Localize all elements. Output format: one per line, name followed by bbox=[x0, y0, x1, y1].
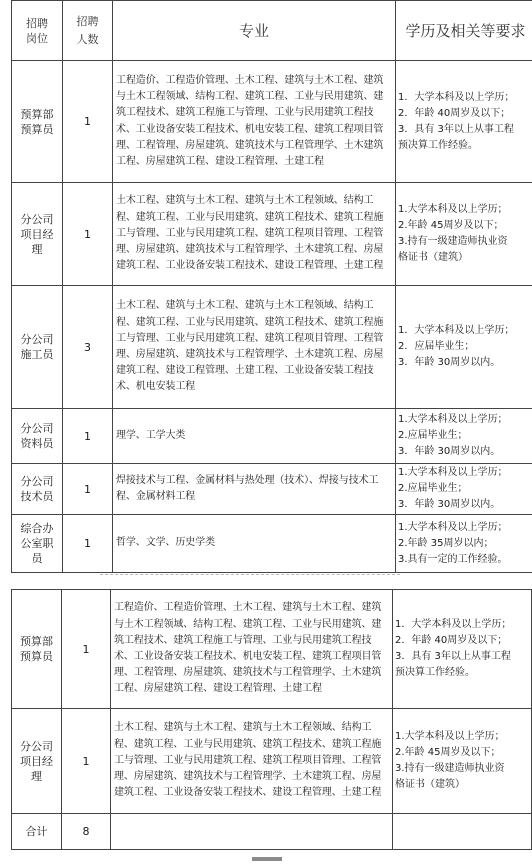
cell-requirements bbox=[396, 61, 532, 183]
requirement-line: 3.持有一级建造师执业资 bbox=[398, 236, 508, 247]
post-line: 预算部 bbox=[20, 107, 54, 121]
table-row bbox=[12, 286, 532, 409]
cell-post bbox=[12, 590, 62, 709]
cell-requirements bbox=[393, 709, 532, 814]
cell-major: 哲学、文学、历史学类 bbox=[113, 515, 396, 573]
cell-post bbox=[12, 409, 63, 464]
header-post-line1: 招聘 bbox=[26, 16, 48, 30]
post-line: 员 bbox=[31, 552, 43, 565]
total-req-empty bbox=[393, 814, 532, 850]
requirement-line: 1．大学本科及以上学历； bbox=[398, 91, 515, 103]
post-line: 项目经 bbox=[20, 227, 54, 241]
header-count-line2: 人数 bbox=[76, 32, 99, 46]
header-major: 专业 bbox=[113, 1, 396, 61]
post-line: 预算员 bbox=[20, 650, 53, 663]
post-line: 理 bbox=[31, 769, 42, 783]
requirement-line: 1.大学本科及以上学历； bbox=[398, 414, 508, 425]
cell-requirements bbox=[393, 590, 532, 709]
post-line: 分公司 bbox=[20, 475, 54, 488]
post-line: 预算员 bbox=[20, 122, 54, 136]
table-row bbox=[12, 590, 532, 709]
post-line: 分公司 bbox=[20, 739, 53, 753]
requirement-line: 3．具有 3年以上从事工程 bbox=[398, 123, 514, 135]
requirement-line: 1.大学本科及以上学历； bbox=[398, 467, 508, 478]
cell-count: 1 bbox=[63, 183, 113, 286]
post-line: 公室职 bbox=[20, 537, 54, 550]
total-label: 合计 bbox=[12, 814, 62, 850]
cell-major: 焊接技术与工程、金属材料与热处理（技术）、焊接与技术工程、金属材料工程 bbox=[113, 464, 396, 515]
table-row bbox=[12, 709, 532, 814]
requirement-line: 1．大学本科及以上学历； bbox=[398, 325, 515, 336]
table-row bbox=[12, 464, 532, 515]
cell-count: 1 bbox=[63, 515, 113, 573]
cell-requirements bbox=[396, 183, 532, 286]
table-header-row bbox=[12, 1, 532, 61]
requirement-line: 1．大学本科及以上学历； bbox=[395, 619, 512, 630]
header-count-line1: 招聘 bbox=[76, 14, 99, 28]
header-requirements: 学历及相关等要求 bbox=[396, 1, 532, 61]
post-line: 项目经 bbox=[20, 754, 53, 768]
requirement-line: 格证书（建筑） bbox=[398, 252, 468, 263]
header-count bbox=[63, 1, 113, 61]
cell-post bbox=[12, 464, 63, 515]
requirement-line: 1.大学本科及以上学历； bbox=[395, 731, 505, 742]
requirement-line: 预决算工作经验。 bbox=[398, 139, 478, 151]
requirement-line: 1.大学本科及以上学历； bbox=[398, 521, 508, 533]
requirement-line: 2．年龄 40周岁及以下； bbox=[395, 635, 508, 646]
table-row bbox=[12, 409, 532, 464]
requirement-line: 2.年龄 45周岁及以下； bbox=[395, 747, 501, 758]
post-line: 分公司 bbox=[20, 422, 54, 435]
table-row bbox=[12, 183, 532, 286]
post-line: 综合办 bbox=[20, 522, 54, 535]
cell-requirements bbox=[396, 409, 532, 464]
requirement-line: 2.应届毕业生； bbox=[398, 483, 468, 494]
cell-count: 1 bbox=[62, 709, 111, 814]
table-row bbox=[12, 515, 532, 573]
requirement-line: 1.大学本科及以上学历； bbox=[398, 204, 508, 215]
requirement-line: 2.年龄 35周岁以内； bbox=[398, 537, 494, 549]
requirement-line: 2．年龄 40周岁及以下； bbox=[398, 107, 511, 119]
requirement-line: 2．应届毕业生； bbox=[398, 341, 475, 352]
post-line: 理 bbox=[31, 242, 43, 256]
total-count: 8 bbox=[62, 814, 111, 850]
total-major-empty bbox=[111, 814, 393, 850]
table-row bbox=[12, 61, 532, 183]
cell-post bbox=[12, 515, 63, 573]
cell-major: 理学、工学大类 bbox=[113, 409, 396, 464]
requirement-line: 3．年龄 30周岁以内。 bbox=[398, 446, 501, 457]
cell-post bbox=[12, 709, 62, 814]
post-line: 技术员 bbox=[20, 490, 54, 503]
cell-requirements bbox=[396, 464, 532, 515]
table-body-2 bbox=[12, 590, 532, 814]
cell-count: 1 bbox=[62, 590, 111, 709]
cell-count: 1 bbox=[63, 409, 113, 464]
cell-post bbox=[12, 183, 63, 286]
post-line: 预算部 bbox=[20, 635, 53, 648]
cell-requirements bbox=[396, 286, 532, 409]
post-line: 分公司 bbox=[20, 333, 54, 346]
total-row bbox=[12, 814, 532, 850]
cell-count: 1 bbox=[63, 61, 113, 183]
requirement-line: 3．具有 3年以上从事工程 bbox=[395, 651, 511, 662]
requirement-line: 3.持有一级建造师执业资 bbox=[395, 763, 505, 774]
cell-major: 工程造价、工程造价管理、土木工程、建筑与土木工程、建筑与土木工程领域、结构工程、建筑工程、工业与民用建筑、建筑工程技术、建筑工程施工与管理、工业与民用建筑工程技术、工业设备安装工程技术、机电安装工程、建筑工程项目管理、工程管理、房屋建筑、建筑技术与工程管理学、土木建筑工程、房屋建筑工程、建设工程管理、土建工程 bbox=[111, 590, 393, 709]
header-post-line2: 岗位 bbox=[26, 31, 48, 45]
post-line: 施工员 bbox=[20, 348, 54, 361]
requirement-line: 3．年龄 30周岁以内。 bbox=[398, 357, 501, 368]
recruitment-table-page-2 bbox=[11, 589, 532, 850]
requirement-line: 3．年龄 30周岁以内。 bbox=[398, 499, 501, 510]
requirement-line: 预决算工作经验。 bbox=[395, 667, 475, 678]
cell-major: 土木工程、建筑与土木工程、建筑与土木工程领域、结构工程、建筑工程、工业与民用建筑、建筑工程技术、建筑工程施工与管理、工业与民用建筑工程、建筑工程项目管理、工程管理、房屋建筑、建筑技术与工程管理学、土木建筑工程、房屋建筑工程、工业设备安装工程技术、建设工程管理、土建工程 bbox=[113, 183, 396, 286]
cell-major: 土木工程、建筑与土木工程、建筑与土木工程领域、结构工程、建筑工程、工业与民用建筑、建筑工程技术、建筑工程施工与管理、工业与民用建筑工程、建筑工程项目管理、工程管理、房屋建筑、建筑技术与工程管理学、土木建筑工程、房屋建筑工程、建设工程管理、土建工程、工业设备安装工程技术、机电安装工程 bbox=[113, 286, 396, 409]
page-break-divider bbox=[100, 574, 400, 580]
post-line: 资料员 bbox=[20, 437, 54, 450]
cell-count: 3 bbox=[63, 286, 113, 409]
requirement-line: 3.具有一定的工作经验。 bbox=[398, 553, 508, 565]
cell-requirements bbox=[396, 515, 532, 573]
page-footer-mark bbox=[252, 857, 282, 861]
cell-major: 土木工程、建筑与土木工程、建筑与土木工程领域、结构工程、建筑工程、工业与民用建筑、建筑工程技术、建筑工程施工与管理、工业与民用建筑工程、建筑工程项目管理、工程管理、房屋建筑、建筑技术与工程管理学、土木建筑工程、房屋建筑工程、工业设备安装工程技术、建设工程管理、土建工程 bbox=[111, 709, 393, 814]
cell-count: 1 bbox=[63, 464, 113, 515]
requirement-line: 格证书（建筑） bbox=[395, 779, 465, 790]
cell-major: 工程造价、工程造价管理、土木工程、建筑与土木工程、建筑与土木工程领域、结构工程、建筑工程、工业与民用建筑、建筑工程技术、建筑工程施工与管理、工业与民用建筑工程技术、工业设备安装工程技术、机电安装工程、建筑工程项目管理、工程管理、房屋建筑、建筑技术与工程管理学、土木建筑工程、房屋建筑工程、建设工程管理、土建工程 bbox=[113, 61, 396, 183]
header-post bbox=[12, 1, 63, 61]
post-line: 分公司 bbox=[20, 212, 54, 226]
requirement-line: 2.应届毕业生； bbox=[398, 430, 468, 441]
table-body-1 bbox=[12, 61, 532, 573]
requirement-line: 2.年龄 45周岁及以下； bbox=[398, 220, 504, 231]
recruitment-table-page-1 bbox=[11, 0, 532, 573]
cell-post bbox=[12, 286, 63, 409]
cell-post bbox=[12, 61, 63, 183]
